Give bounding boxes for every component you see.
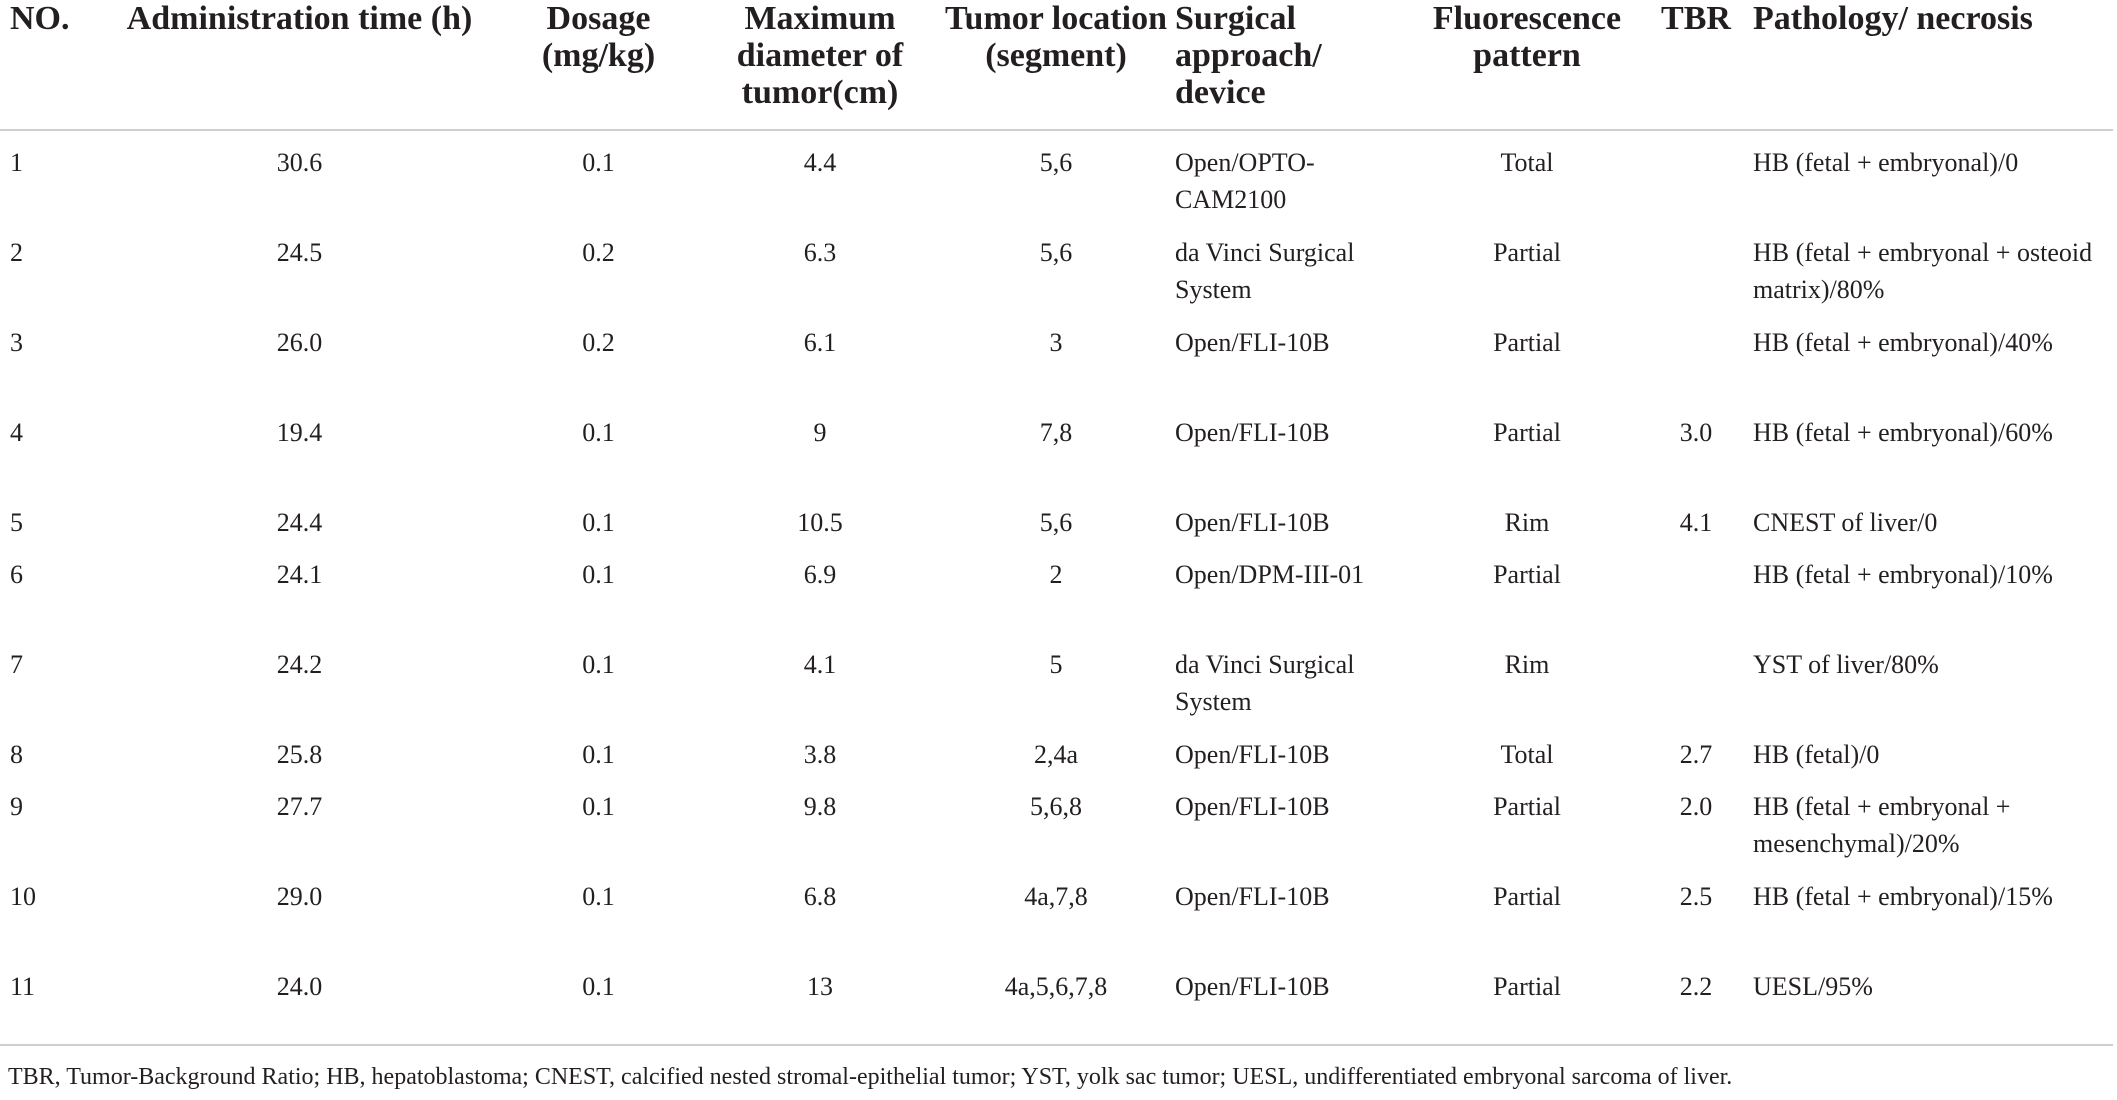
table-row (0, 234, 2113, 324)
cell-dosage: 0.1 (582, 560, 615, 589)
cell-max-diameter: 6.8 (803, 882, 837, 911)
cell-fluorescence-pattern: Total (1500, 148, 1554, 177)
header-administration-time: Administration time (h) (105, 0, 500, 130)
cell-tbr: 4.1 (1679, 508, 1713, 537)
cell-fluorescence-pattern: Rim (1504, 650, 1550, 679)
cell-max-diameter: 13 (807, 972, 833, 1001)
header-tumor-location: Tumor location (segment) (943, 0, 1175, 130)
table-row (0, 324, 2113, 414)
cell-pathology: HB (fetal)/0 (1753, 740, 1880, 769)
header-pathology: Pathology/ necrosis (1753, 0, 2113, 130)
header-dosage: Dosage (mg/kg) (500, 0, 703, 130)
cell-administration-time: 25.8 (276, 740, 323, 769)
cell-dosage: 0.2 (582, 238, 615, 267)
cell-tumor-location: 5,6 (1039, 148, 1073, 177)
cell-max-diameter: 9.8 (803, 792, 837, 821)
cell-dosage: 0.1 (582, 650, 615, 679)
cell-no: 9 (10, 792, 23, 821)
table-row (0, 144, 2113, 234)
header-max-diameter: Maximum diameter of tumor(cm) (703, 0, 943, 130)
table-row (0, 414, 2113, 504)
cell-no: 6 (10, 560, 23, 589)
cell-surgical-approach: da Vinci Surgical System (1175, 238, 1355, 304)
header-no: NO. (0, 0, 105, 130)
cell-administration-time: 26.0 (276, 328, 323, 357)
cell-dosage: 0.1 (582, 508, 615, 537)
cell-dosage: 0.1 (582, 418, 615, 447)
header-spacer (0, 130, 2113, 144)
cell-pathology: HB (fetal + embryonal)/0 (1753, 148, 2019, 177)
cell-surgical-approach: Open/FLI-10B (1175, 792, 1330, 821)
cell-surgical-approach: Open/FLI-10B (1175, 328, 1330, 357)
cell-pathology: CNEST of liver/0 (1753, 508, 1938, 537)
table-row (0, 504, 2113, 556)
cell-tbr: 2.0 (1679, 792, 1713, 821)
table-row (0, 788, 2113, 878)
cell-fluorescence-pattern: Total (1500, 740, 1554, 769)
cell-pathology: HB (fetal + embryonal)/40% (1753, 328, 2053, 357)
cell-tbr: 2.2 (1679, 972, 1713, 1001)
cell-dosage: 0.1 (582, 792, 615, 821)
cell-no: 5 (10, 508, 23, 537)
cell-fluorescence-pattern: Partial (1493, 418, 1561, 447)
cell-tumor-location: 3 (1049, 328, 1063, 357)
cell-administration-time: 27.7 (276, 792, 323, 821)
table-row (0, 556, 2113, 646)
cell-tbr (1645, 556, 1753, 646)
table-row (0, 736, 2113, 788)
cell-fluorescence-pattern: Partial (1493, 238, 1561, 267)
cell-tumor-location: 5,6 (1039, 508, 1073, 537)
cell-tumor-location: 7,8 (1039, 418, 1073, 447)
table-footnote: TBR, Tumor-Background Ratio; HB, hepatoblastoma; CNEST, calcified nested stromal-epithelial tumor; YST, yolk sac tumor; UESL, undifferentiated embryonal sarcoma of liver. (8, 1064, 1733, 1090)
cell-no: 1 (10, 148, 23, 177)
cell-tumor-location: 2,4a (1033, 740, 1079, 769)
cell-fluorescence-pattern: Partial (1493, 560, 1561, 589)
cell-max-diameter: 6.3 (803, 238, 837, 267)
cell-dosage: 0.2 (582, 328, 615, 357)
cell-surgical-approach: Open/FLI-10B (1175, 740, 1330, 769)
cell-surgical-approach: da Vinci Surgical System (1175, 650, 1355, 716)
cell-pathology: HB (fetal + embryonal)/15% (1753, 882, 2053, 911)
table-body (0, 130, 2113, 1028)
cell-administration-time: 30.6 (276, 148, 323, 177)
table-row (0, 646, 2113, 736)
cell-surgical-approach: Open/OPTO-CAM2100 (1175, 148, 1315, 214)
cell-tumor-location: 2 (1049, 560, 1063, 589)
cell-surgical-approach: Open/DPM-III-01 (1175, 560, 1365, 589)
cell-max-diameter: 6.1 (803, 328, 837, 357)
cell-administration-time: 24.0 (276, 972, 323, 1001)
cell-tbr (1645, 324, 1753, 414)
cell-fluorescence-pattern: Partial (1493, 792, 1561, 821)
cell-tumor-location: 5,6,8 (1030, 792, 1082, 821)
cell-pathology: HB (fetal + embryonal + mesenchymal)/20% (1753, 792, 2011, 858)
cell-surgical-approach: Open/FLI-10B (1175, 972, 1330, 1001)
cell-fluorescence-pattern: Rim (1504, 508, 1550, 537)
cell-tumor-location: 4a,5,6,7,8 (1004, 972, 1108, 1001)
cell-max-diameter: 10.5 (797, 508, 843, 537)
cell-administration-time: 29.0 (276, 882, 323, 911)
cell-no: 7 (10, 650, 23, 679)
header-tbr: TBR (1645, 0, 1753, 130)
cell-tbr: 2.7 (1679, 740, 1713, 769)
cell-dosage: 0.1 (582, 740, 615, 769)
cell-pathology: YST of liver/80% (1753, 650, 1939, 679)
cell-tumor-location: 5 (1049, 650, 1063, 679)
header-surgical-approach: Surgical approach/ device (1175, 0, 1415, 130)
cell-tbr (1645, 144, 1753, 234)
cell-tumor-location: 4a,7,8 (1024, 882, 1088, 911)
cell-pathology: UESL/95% (1753, 972, 1873, 1001)
table-row (0, 878, 2113, 968)
cell-fluorescence-pattern: Partial (1493, 328, 1561, 357)
table-bottom-rule (0, 1044, 2113, 1046)
cell-dosage: 0.1 (582, 972, 615, 1001)
cell-tbr: 3.0 (1679, 418, 1713, 447)
cell-dosage: 0.1 (582, 882, 615, 911)
cell-fluorescence-pattern: Partial (1493, 972, 1561, 1001)
cell-pathology: HB (fetal + embryonal)/60% (1753, 418, 2053, 447)
cell-administration-time: 24.2 (276, 650, 323, 679)
cell-fluorescence-pattern: Partial (1493, 882, 1561, 911)
cell-tbr: 2.5 (1679, 882, 1713, 911)
cell-administration-time: 24.4 (276, 508, 323, 537)
cell-administration-time: 19.4 (276, 418, 323, 447)
cell-max-diameter: 4.1 (803, 650, 837, 679)
cell-no: 11 (10, 972, 36, 1001)
cell-no: 3 (10, 328, 23, 357)
cell-pathology: HB (fetal + embryonal)/10% (1753, 560, 2053, 589)
cell-max-diameter: 4.4 (803, 148, 837, 177)
header-row (0, 0, 2113, 130)
cell-administration-time: 24.5 (276, 238, 323, 267)
cell-max-diameter: 6.9 (803, 560, 837, 589)
cell-pathology: HB (fetal + embryonal + osteoid matrix)/80% (1753, 238, 2093, 304)
cell-tumor-location: 5,6 (1039, 238, 1073, 267)
cell-no: 2 (10, 238, 23, 267)
cell-administration-time: 24.1 (276, 560, 323, 589)
cell-tbr (1645, 646, 1753, 736)
cell-surgical-approach: Open/FLI-10B (1175, 418, 1330, 447)
cell-no: 4 (10, 418, 23, 447)
header-fluorescence-pattern: Fluorescence pattern (1415, 0, 1645, 130)
cell-surgical-approach: Open/FLI-10B (1175, 882, 1330, 911)
cell-tbr (1645, 234, 1753, 324)
cell-no: 8 (10, 740, 23, 769)
cell-no: 10 (10, 882, 36, 911)
table-row (0, 968, 2113, 1028)
cell-dosage: 0.1 (582, 148, 615, 177)
cell-surgical-approach: Open/FLI-10B (1175, 508, 1330, 537)
cell-max-diameter: 9 (813, 418, 827, 447)
cell-max-diameter: 3.8 (803, 740, 837, 769)
